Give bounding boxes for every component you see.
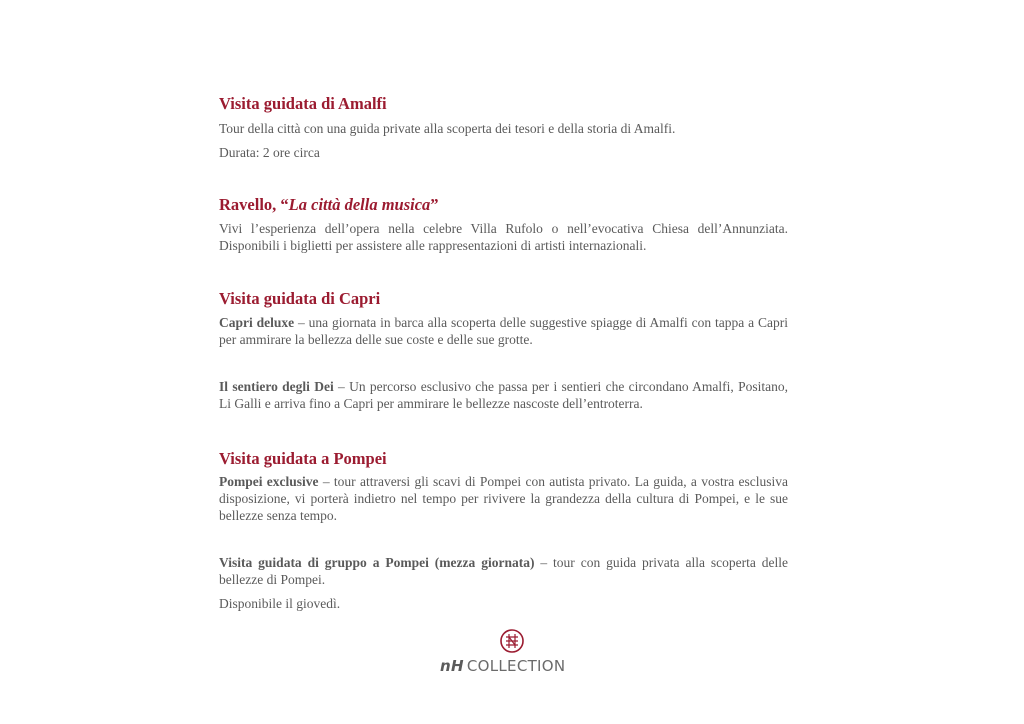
ravello-title-prefix: Ravello, “ <box>219 195 289 214</box>
section-title-capri: Visita guidata di Capri <box>219 289 381 308</box>
pompei-group-name: Visita guidata di gruppo a Pompei (mezza giornata) <box>219 555 535 570</box>
pompei-group-text: – tour con guida privata alla scoperta delle bellezze di Pompei. <box>219 555 788 587</box>
sentiero-dei-paragraph <box>219 378 788 412</box>
sentiero-dei-text: – Un percorso esclusivo che passa per i sentieri che circondano Amalfi, Positano, Li Galli e arriva fino a Capri per ammirare le bellezze nascoste dell’entroterra. <box>219 379 788 411</box>
amalfi-description: Tour della città con una guida private alla scoperta dei tesori e della storia di Amalfi. <box>219 121 676 136</box>
section-pompei <box>219 448 788 612</box>
capri-deluxe-paragraph <box>219 314 788 348</box>
pompei-exclusive-paragraph <box>219 473 788 524</box>
pompei-availability: Disponibile il giovedì. <box>219 596 341 611</box>
amalfi-duration: Durata: 2 ore circa <box>219 145 320 160</box>
pompei-exclusive-text: – tour attraversi gli scavi di Pompei con autista privato. La guida, a vostra esclusiva disposizione, vi porterà indietro nel tempo per rivivere la grandezza della cultura di Pompei, e le sue bellezze senza tempo. <box>219 474 788 523</box>
section-capri <box>219 288 788 412</box>
logo-nh-mark: nH <box>440 657 464 675</box>
nh-collection-logo <box>440 627 584 677</box>
ravello-title-suffix: ” <box>430 195 439 214</box>
sentiero-dei-name: Il sentiero degli Dei <box>219 379 334 394</box>
capri-deluxe-text: – una giornata in barca alla scoperta delle suggestive spiagge di Amalfi con tappa a Capri per ammirare la bellezza delle sue coste e delle sue grotte. <box>219 315 788 347</box>
section-ravello <box>219 194 788 254</box>
section-title-pompei: Visita guidata a Pompei <box>219 449 387 468</box>
section-amalfi <box>219 93 788 161</box>
pompei-exclusive-name: Pompei exclusive <box>219 474 319 489</box>
pompei-group-paragraph <box>219 554 788 588</box>
logo-collection-text: COLLECTION <box>466 657 566 675</box>
ravello-description: Vivi l’esperienza dell’opera nella celebre Villa Rufolo o nell’evocativa Chiesa dell’Annunziata. Disponibili i biglietti per assistere alle rappresentazioni di artisti internazionali. <box>219 221 788 253</box>
section-title-ravello <box>219 194 788 216</box>
ravello-title-italic: La città della musica <box>288 195 431 214</box>
logo-wordmark <box>440 657 584 679</box>
section-title-amalfi: Visita guidata di Amalfi <box>219 94 387 113</box>
nh-collection-emblem-icon <box>500 629 524 653</box>
capri-deluxe-name: Capri deluxe <box>219 315 295 330</box>
